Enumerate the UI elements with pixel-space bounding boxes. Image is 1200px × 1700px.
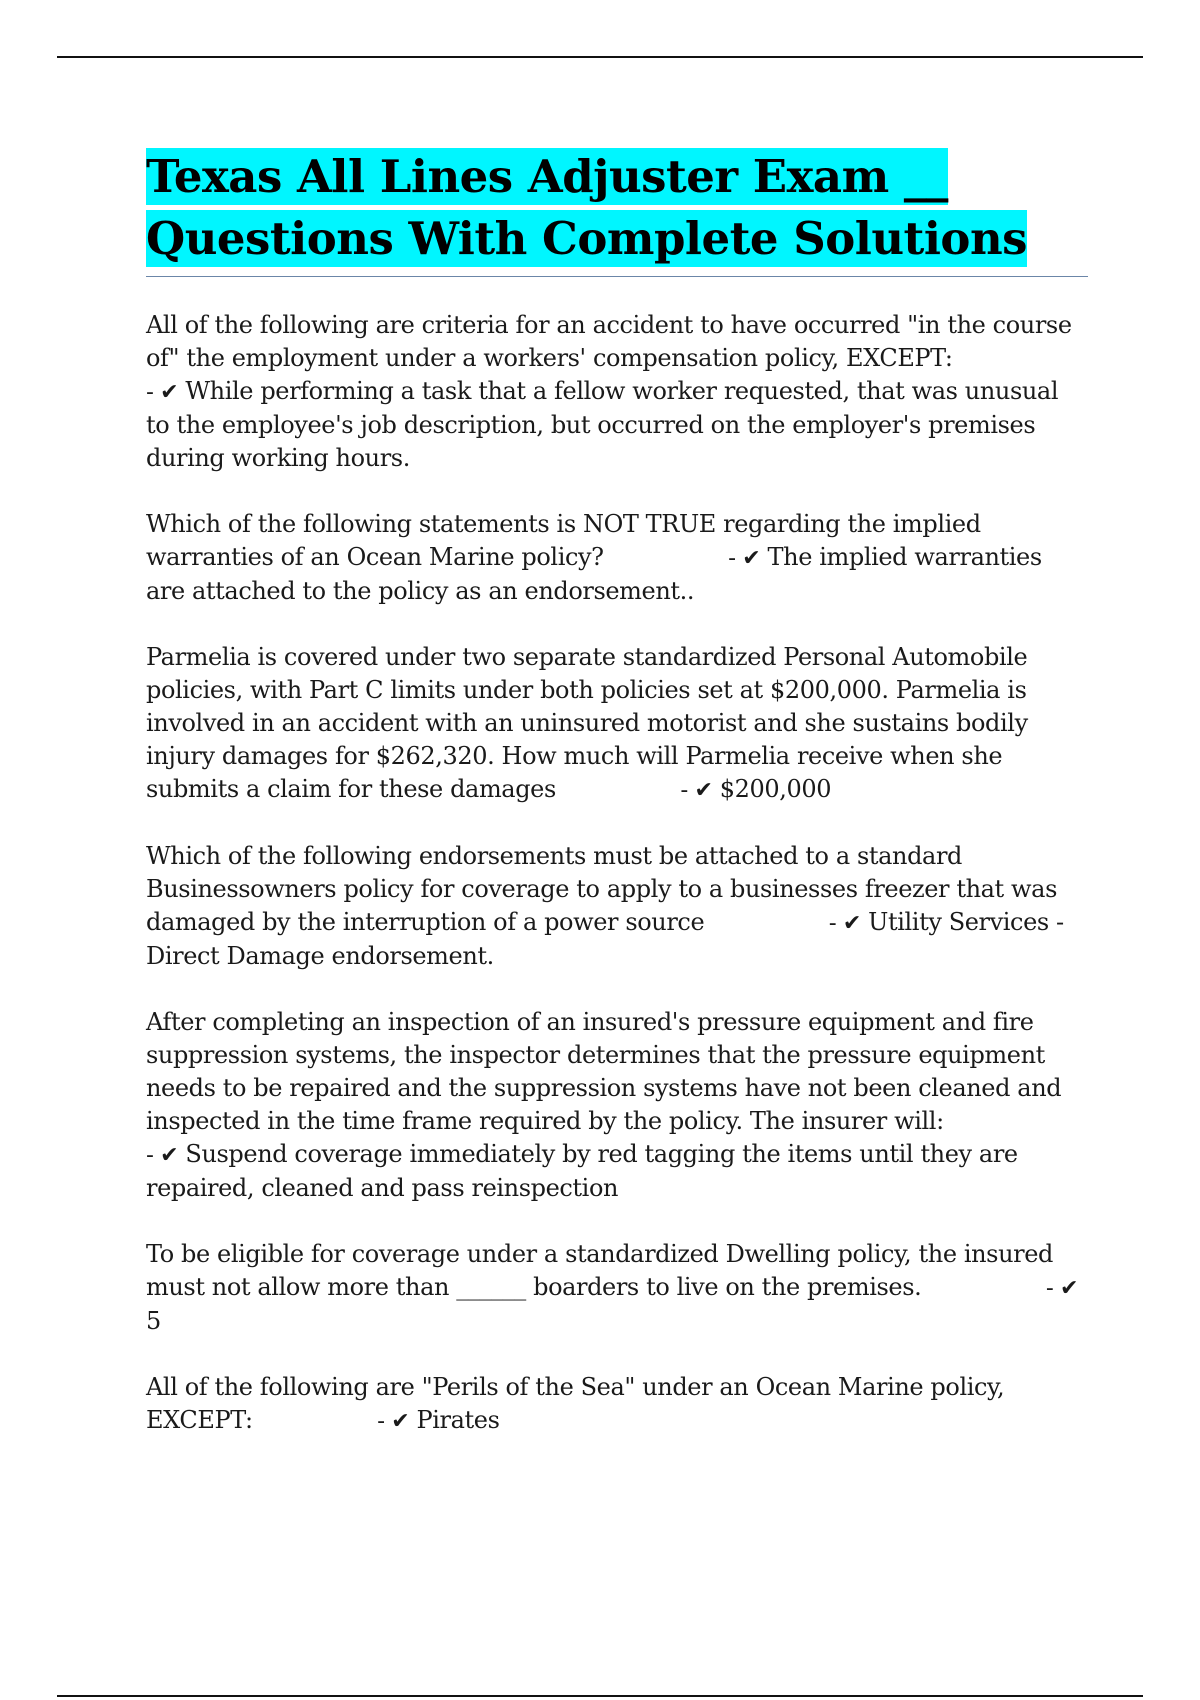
qa-item-7 xyxy=(146,1371,1086,1438)
question-text: Which of the following statements is NOT TRUE regarding the implied warranties of an Ocean Marine policy? xyxy=(146,510,981,571)
answer-text: The implied warranties are attached to the policy as an endorsement.. xyxy=(146,543,1042,605)
header-rule xyxy=(57,56,1143,58)
answer-text: Suspend coverage immediately by red tagging the items until they are repaired, cleaned and pass reinspection xyxy=(146,1140,1018,1202)
title-line-1: Texas All Lines Adjuster Exam __ xyxy=(146,150,948,203)
answer-text: While performing a task that a fellow worker requested, that was unusual to the employee's job description, but occurred on the employer's premises during working hours. xyxy=(146,377,1059,472)
document-title xyxy=(146,146,1086,270)
question-text: To be eligible for coverage under a standardized Dwelling policy, the insured must not allow more than ______ boarders to live on the premises. xyxy=(146,1240,1053,1301)
qa-item-2 xyxy=(146,508,1086,608)
qa-item-4 xyxy=(146,840,1086,973)
answer-check-icon: - ✔ xyxy=(146,380,179,405)
answer-text: $200,000 xyxy=(719,775,832,803)
qa-item-5 xyxy=(146,1006,1086,1205)
answer-check-icon: - ✔ xyxy=(1045,1276,1078,1301)
qa-item-6 xyxy=(146,1238,1086,1338)
answer-check-icon: - ✔ xyxy=(828,911,861,936)
qa-item-1 xyxy=(146,309,1086,475)
question-text: All of the following are criteria for an accident to have occurred "in the course of" the employment under a workers' compensation policy, EXCEPT: xyxy=(146,311,1072,372)
qa-item-3 xyxy=(146,641,1086,807)
question-text: Parmelia is covered under two separate standardized Personal Automobile policies, with Part C limits under both policies set at $200,000. Parmelia is involved in an accident with an uninsured motorist and she sustains bodily injury damages for $262,320. How much will Parmelia receive when she submits a claim for these damages xyxy=(146,643,1028,803)
answer-text: Utility Services - Direct Damage endorsement. xyxy=(146,908,1064,970)
title-underline xyxy=(146,276,1088,277)
answer-check-icon: - ✔ xyxy=(680,778,713,803)
document-body xyxy=(146,146,1086,1471)
question-text: Which of the following endorsements must be attached to a standard Businessowners policy for coverage to apply to a businesses freezer that was damaged by the interruption of a power source xyxy=(146,842,1058,936)
answer-check-icon: - ✔ xyxy=(728,546,761,571)
question-text: All of the following are "Perils of the Sea" under an Ocean Marine policy, EXCEPT: xyxy=(146,1373,1005,1434)
title-line-2: Questions With Complete Solutions xyxy=(146,212,1027,265)
answer-check-icon: - ✔ xyxy=(146,1143,179,1168)
answer-text: 5 xyxy=(146,1307,161,1335)
question-text: After completing an inspection of an insured's pressure equipment and fire suppression systems, the inspector determines that the pressure equipment needs to be repaired and the suppression systems have not been cleaned and inspected in the time frame required by the policy. The insurer will: xyxy=(146,1008,1062,1135)
footer-rule xyxy=(57,1695,1143,1697)
answer-text: Pirates xyxy=(416,1406,500,1434)
qa-list xyxy=(146,309,1086,1438)
answer-check-icon: - ✔ xyxy=(377,1409,410,1434)
